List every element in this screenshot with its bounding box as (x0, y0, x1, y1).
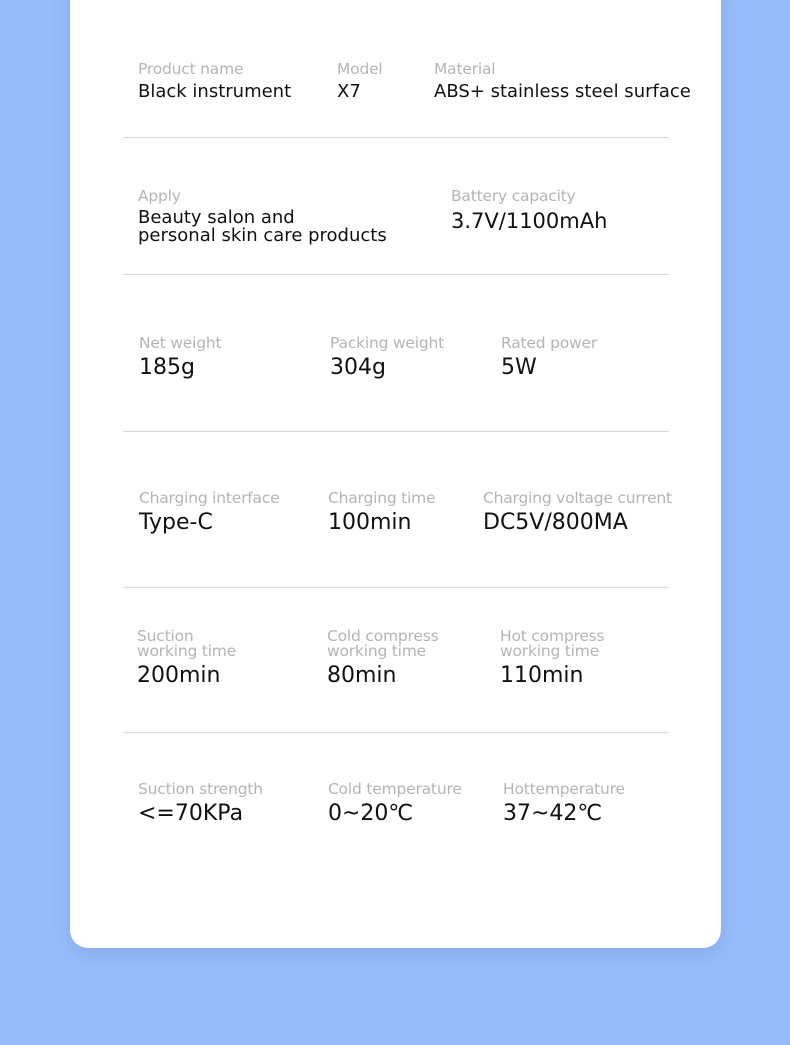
spec-value: 80min (327, 663, 397, 688)
spec-label: Rated power (501, 334, 598, 352)
spec-apply (138, 189, 387, 245)
spec-product-name (138, 62, 291, 101)
spec-label (327, 629, 438, 659)
spec-value: 37~42℃ (503, 801, 603, 826)
spec-label (500, 629, 604, 659)
spec-label-line: working time (500, 642, 600, 660)
spec-label-line: Suction (137, 627, 194, 645)
spec-net-weight (139, 336, 221, 379)
spec-value: DC5V/800MA (483, 510, 628, 535)
spec-rated-power (501, 336, 597, 379)
spec-label: Suction strength (138, 780, 263, 798)
spec-value: 185g (139, 355, 195, 380)
divider (123, 431, 669, 432)
spec-value-line: Beauty salon and (138, 207, 295, 228)
spec-label: Model (337, 60, 383, 78)
divider (123, 137, 669, 138)
spec-label: Apply (138, 187, 181, 205)
spec-label: Cold temperature (328, 780, 462, 798)
spec-charging-time (328, 491, 435, 534)
spec-cold-temperature (328, 782, 462, 825)
spec-label-line: working time (137, 642, 237, 660)
spec-value: 3.7V/1100mAh (451, 209, 608, 233)
spec-label: Net weight (139, 334, 222, 352)
spec-hot-compress-working-time (500, 629, 604, 687)
spec-value: 0~20℃ (328, 801, 414, 826)
spec-label (137, 629, 236, 659)
divider (123, 274, 669, 275)
spec-value: Black instrument (138, 81, 292, 102)
spec-value: 304g (330, 355, 386, 380)
spec-value: 5W (501, 355, 537, 380)
spec-label: Hottemperature (503, 780, 625, 798)
spec-label: Product name (138, 60, 244, 78)
spec-label: Charging interface (139, 489, 280, 507)
divider (123, 732, 669, 733)
spec-value: <=70KPa (138, 801, 244, 826)
spec-label-line: Hot compress (500, 627, 605, 645)
spec-value: X7 (337, 81, 361, 102)
spec-suction-working-time (137, 629, 236, 687)
spec-packing-weight (330, 336, 444, 379)
spec-label: Material (434, 60, 496, 78)
spec-charging-interface (139, 491, 280, 534)
spec-label-line: working time (327, 642, 427, 660)
spec-value: Type-C (139, 510, 213, 535)
spec-material (434, 62, 691, 101)
spec-value: ABS+ stainless steel surface (434, 81, 691, 102)
spec-model (337, 62, 383, 101)
spec-label-line: Cold compress (327, 627, 439, 645)
spec-value-line: personal skin care products (138, 225, 387, 246)
spec-cold-compress-working-time (327, 629, 438, 687)
spec-label: Charging voltage current (483, 489, 672, 507)
divider (123, 587, 669, 588)
spec-label: Packing weight (330, 334, 445, 352)
spec-value: 200min (137, 663, 221, 688)
spec-charging-voltage-current (483, 491, 672, 534)
spec-suction-strength (138, 782, 263, 825)
spec-value: 110min (500, 663, 584, 688)
spec-hot-temperature (503, 782, 625, 825)
spec-value: 100min (328, 510, 412, 535)
spec-value (138, 209, 387, 245)
spec-label: Battery capacity (451, 187, 576, 205)
spec-battery-capacity (451, 189, 607, 232)
spec-label: Charging time (328, 489, 436, 507)
